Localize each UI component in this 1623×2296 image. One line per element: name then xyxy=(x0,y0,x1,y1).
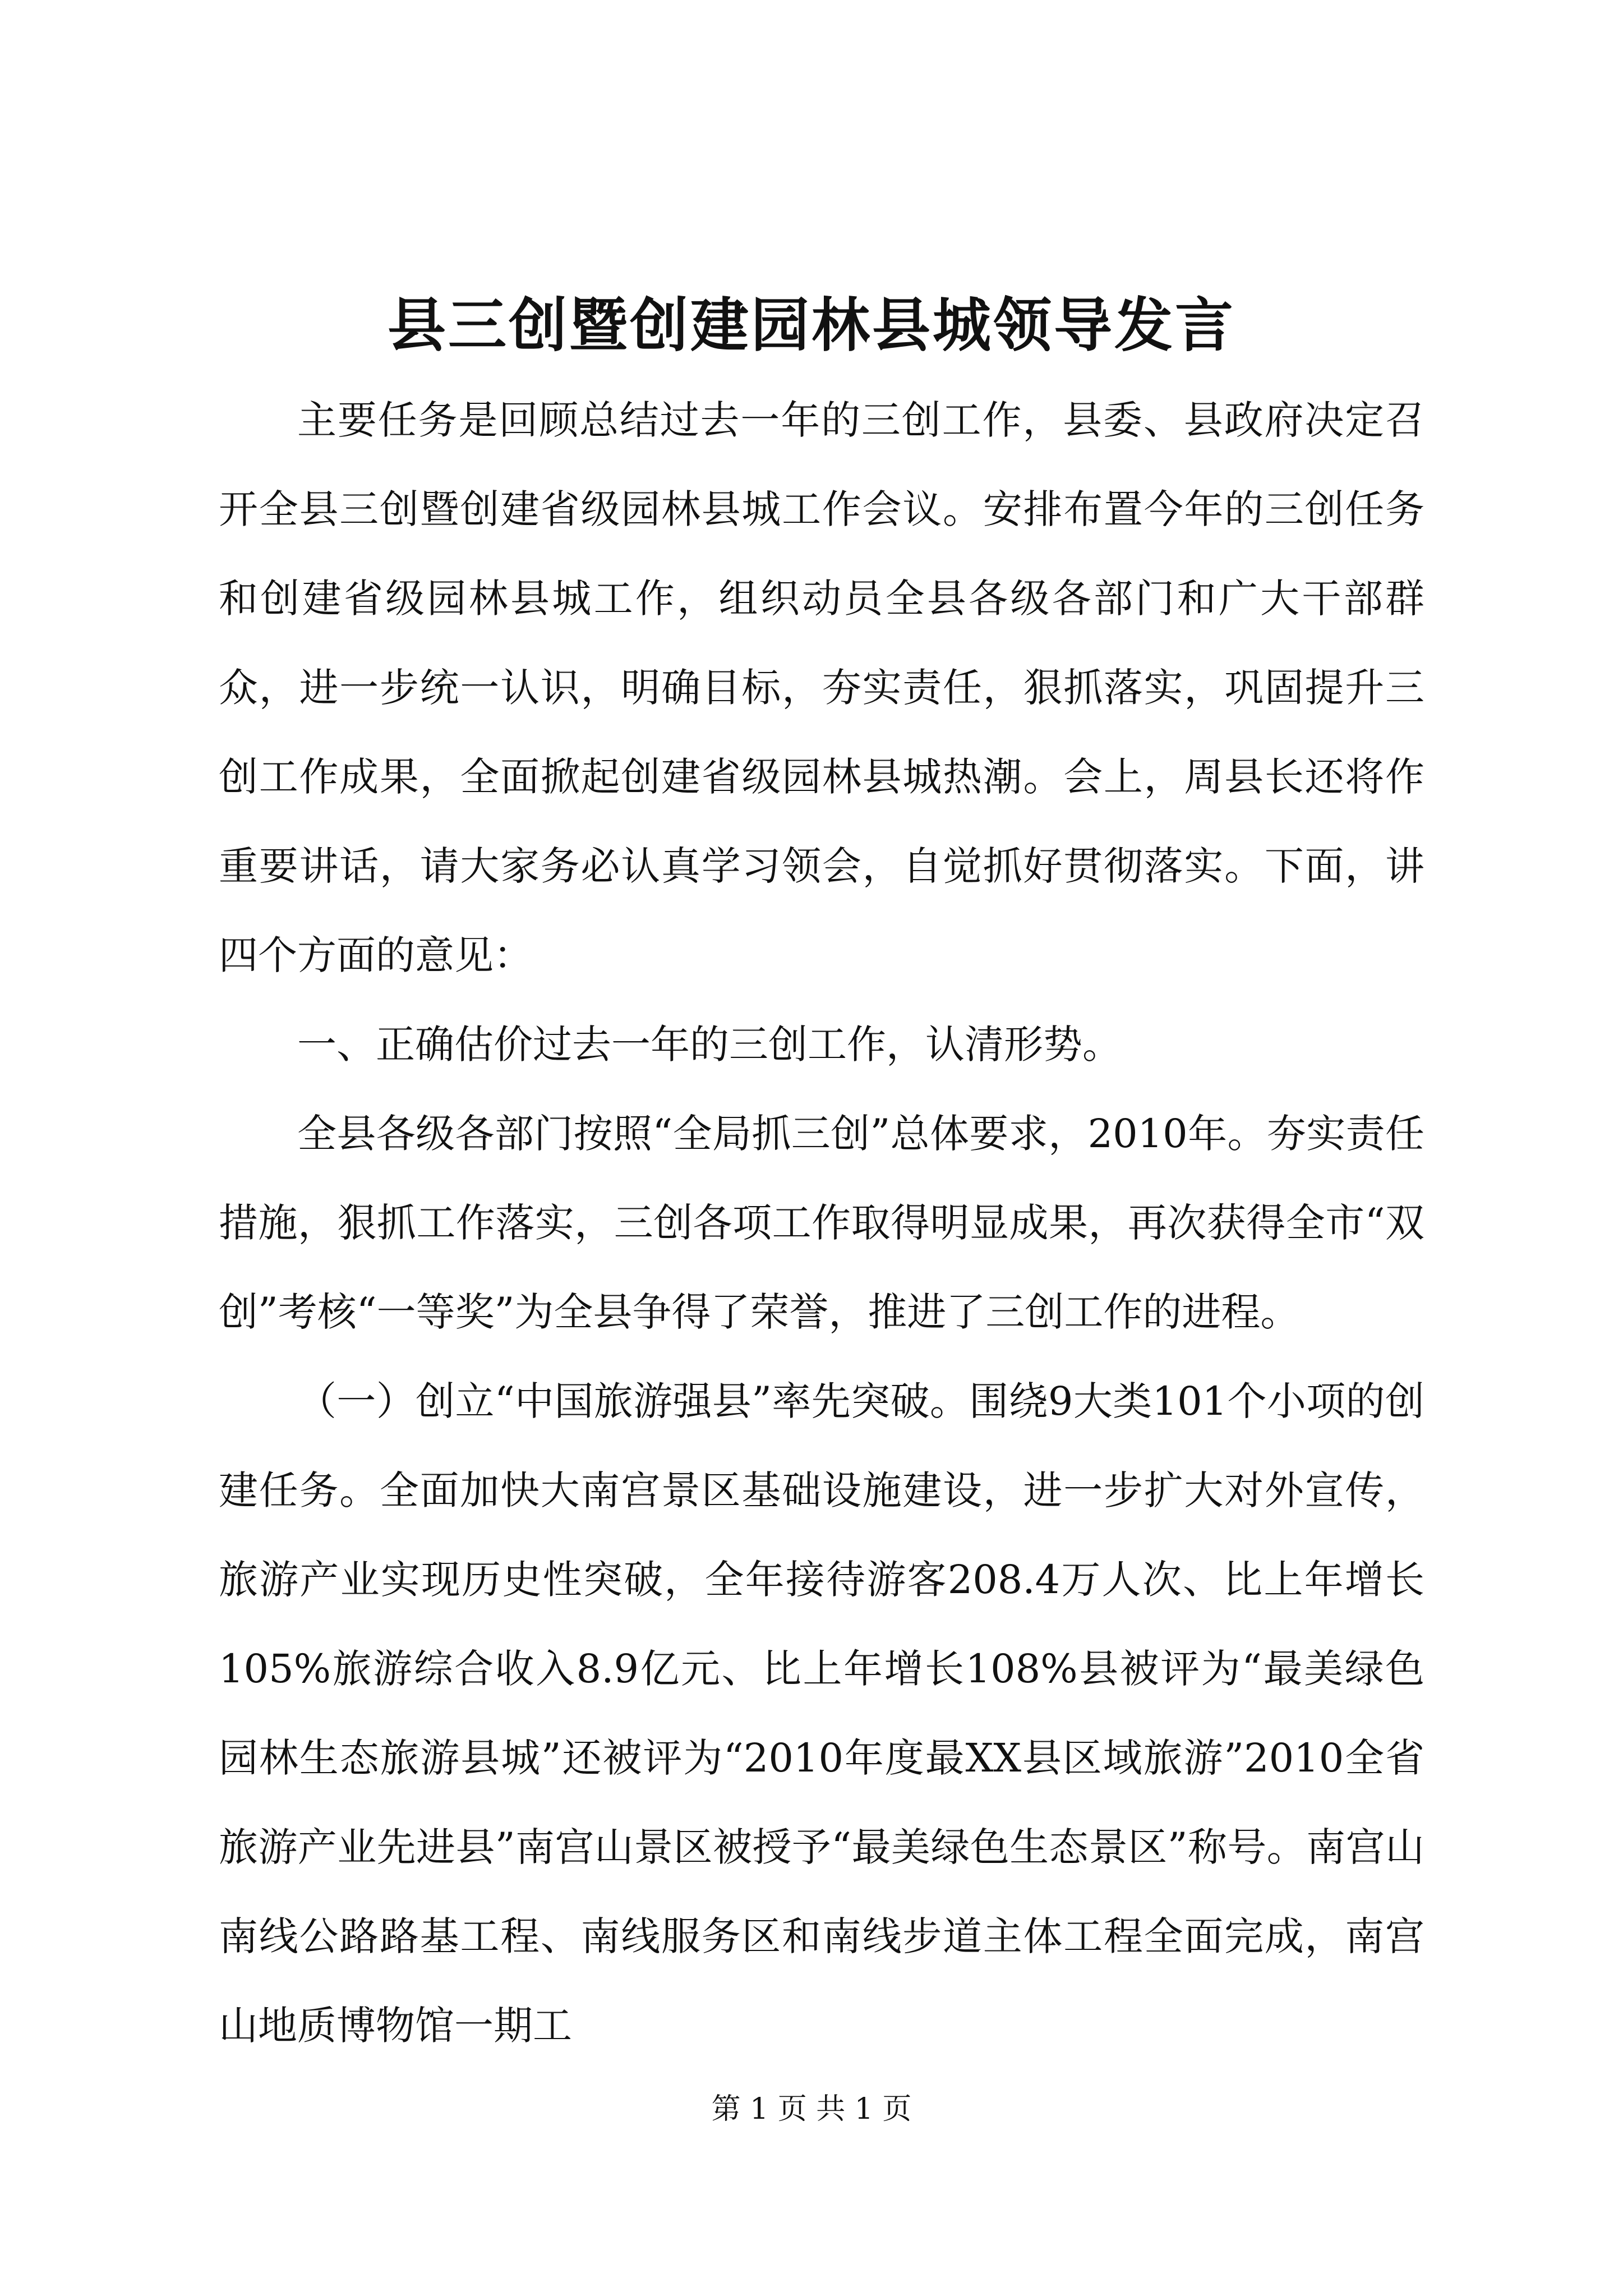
document-body xyxy=(219,376,1424,2070)
page-number-footer: 第 1 页 共 1 页 xyxy=(711,2092,912,2126)
paragraph-intro: 主要任务是回顾总结过去一年的三创工作，县委、县政府决定召开全县三创暨创建省级园林县城工作会议。安排布置今年的三创任务和创建省级园林县城工作，组织动员全县各级各部门和广大干部群众，进一步统一认识，明确目标，夯实责任，狠抓落实，巩固提升三创工作成果，全面掀起创建省级园林县城热潮。会上，周县长还将作重要讲话，请大家务必认真学习领会，自觉抓好贯彻落实。下面，讲四个方面的意见： xyxy=(219,397,1424,978)
paragraph-section-heading: 一、正确估价过去一年的三创工作，认清形势。 xyxy=(297,1022,1122,1068)
document-title: 县三创暨创建园林县城领导发言 xyxy=(387,291,1235,360)
paragraph-tourism: （一）创立“中国旅游强县”率先突破。围绕9大类101个小项的创建任务。全面加快大南宫景区基础设施建设，进一步扩大对外宣传，旅游产业实现历史性突破，全年接待游客208.4万人次、比上年增长105%旅游综合收入8.9亿元、比上年增长108%县被评为“最美绿色园林生态旅游县城”还被评为“2010年度最XX县区域旅游”2010全省旅游产业先进县”南宫山景区被授予“最美绿色生态景区”称号。南宫山南线公路路基工程、南线服务区和南线步道主体工程全面完成，南宫山地质博物馆一期工 xyxy=(219,1378,1424,2049)
paragraph-overview: 全县各级各部门按照“全局抓三创”总体要求，2010年。夯实责任措施，狠抓工作落实，三创各项工作取得明显成果，再次获得全市“双创”考核“一等奖”为全县争得了荣誉，推进了三创工作的进程。 xyxy=(219,1111,1424,1335)
